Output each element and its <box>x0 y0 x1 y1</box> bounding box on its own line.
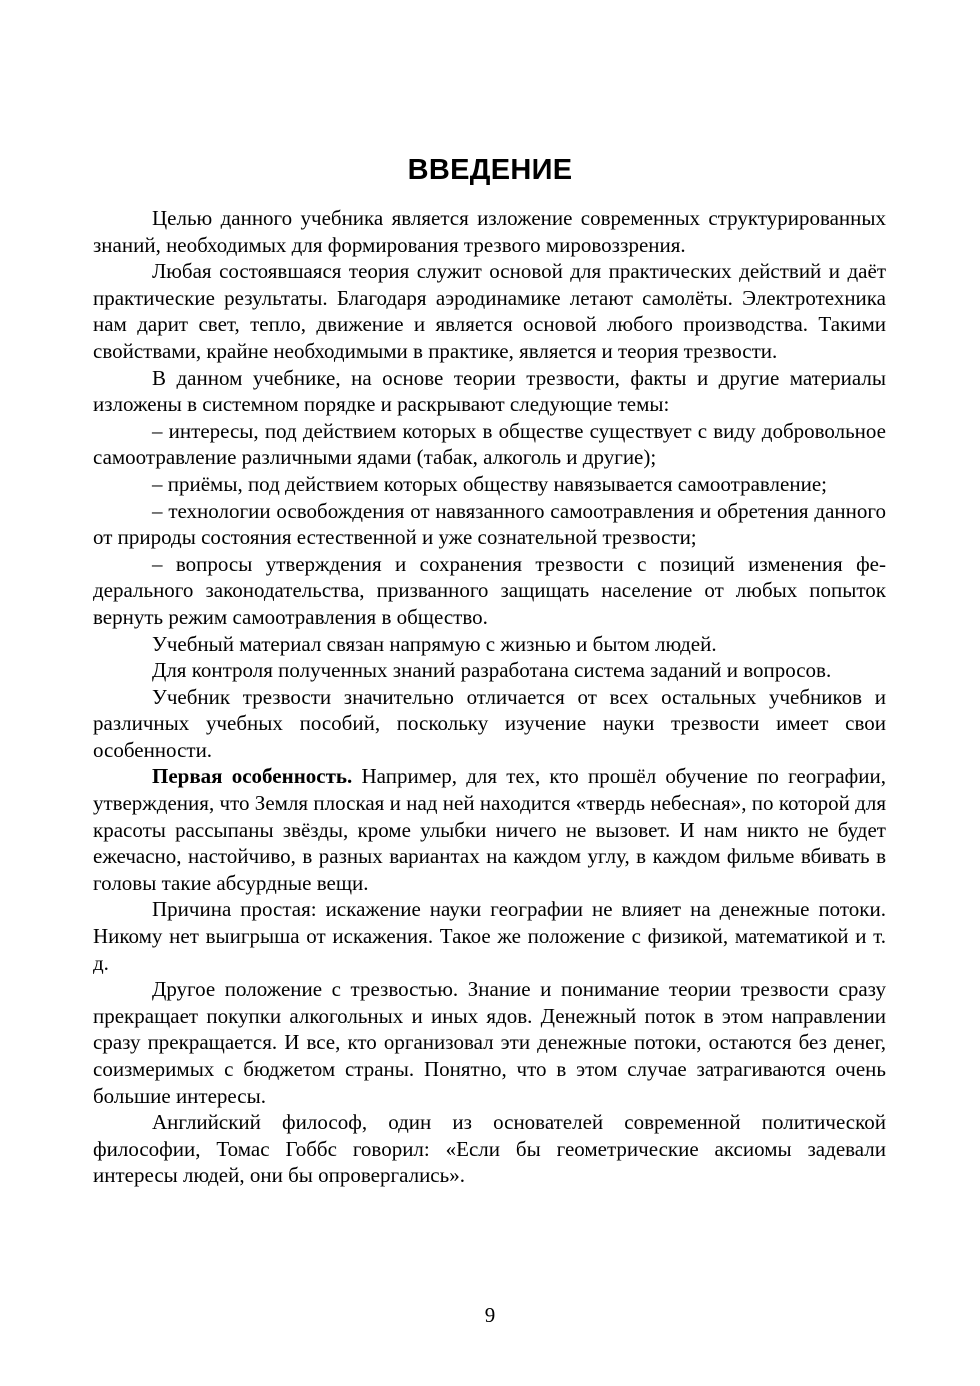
paragraph: Причина простая: искажение науки географии не влияет на денежные потоки. Никому нет выигрыша от искажения. Такое же положение с физикой, математикой и т. д. <box>93 897 886 975</box>
page-number: 9 <box>484 1303 496 1327</box>
body-text <box>93 205 886 1189</box>
paragraph: Для контроля полученных знаний разработана система заданий и вопросов. <box>152 658 832 683</box>
list-item: – вопросы утверждения и сохранения трезвости с позиций изменения федерального законодательства, призванного защищать население от любых попыток вернуть режим самоотравления в общество. <box>93 551 886 629</box>
page-title: ВВЕДЕНИЕ <box>407 154 573 186</box>
paragraph: Английский философ, один из основателей современной политической философии, Томас Гоббс говорил: «Если бы геометрические аксиомы задевали интересы людей, они бы опровергались». <box>93 1110 886 1188</box>
paragraph: Другое положение с трезвостью. Знание и понимание теории трезвости сразу прекращает покупки алкогольных и иных ядов. Денежный поток в этом направлении сразу прекращается. И все, кто организовал эти денежные потоки, остаются без денег, соизмеримых с бюджетом страны. Понятно, что в этом случае затрагиваются очень большие интересы. <box>93 977 886 1108</box>
paragraph: Целью данного учебника является изложение современных структурированных знаний, необходимых для формирования трезвого мировоззрения. <box>93 206 886 257</box>
list-item: – интересы, под действием которых в обществе существует с виду добровольное самоотравление различными ядами (табак, алкоголь и другие); <box>93 418 886 470</box>
paragraph: Учебник трезвости значительно отличается от всех остальных учебников и различных учебных пособий, поскольку изучение науки трезвости имеет свои особенности. <box>93 684 886 762</box>
paragraph: Учебный материал связан напрямую с жизнью и бытом людей. <box>152 631 717 656</box>
paragraph-text: Например, для тех, кто прошёл обучение по географии, утверждения, что Земля плоская и над ней находится «твердь небесная», по которой для красоты рассыпаны звёзды, кроме улыбки ничего не вызовет. И нам никто не будет ежечасно, настойчиво, в разных вариантах на каждом углу, в каждом фильме вбивать в головы такие абсурдные вещи. <box>93 764 886 895</box>
paragraph: Любая состоявшаяся теория служит основой для практических действий и даёт практические результаты. Благодаря аэродинамике летают самолёты. Электротехника нам дарит свет, тепло, движение и является основой любого производства. Такими свойствами, крайне необходимыми в практике, является и теория трезвости. <box>93 259 886 363</box>
bold-lead-phrase: Первая особенность. <box>152 764 353 789</box>
list-item: – технологии освобождения от навязанного самоотравления и обретения данного от природы состояния естественной и уже сознательной трезвости; <box>93 498 886 550</box>
paragraph <box>93 763 886 896</box>
paragraph: В данном учебнике, на основе теории трезвости, факты и другие материалы изложены в системном порядке и раскрывают следующие темы: <box>93 365 886 417</box>
list-item: – приёмы, под действием которых обществу навязывается самоотравление; <box>152 471 827 496</box>
